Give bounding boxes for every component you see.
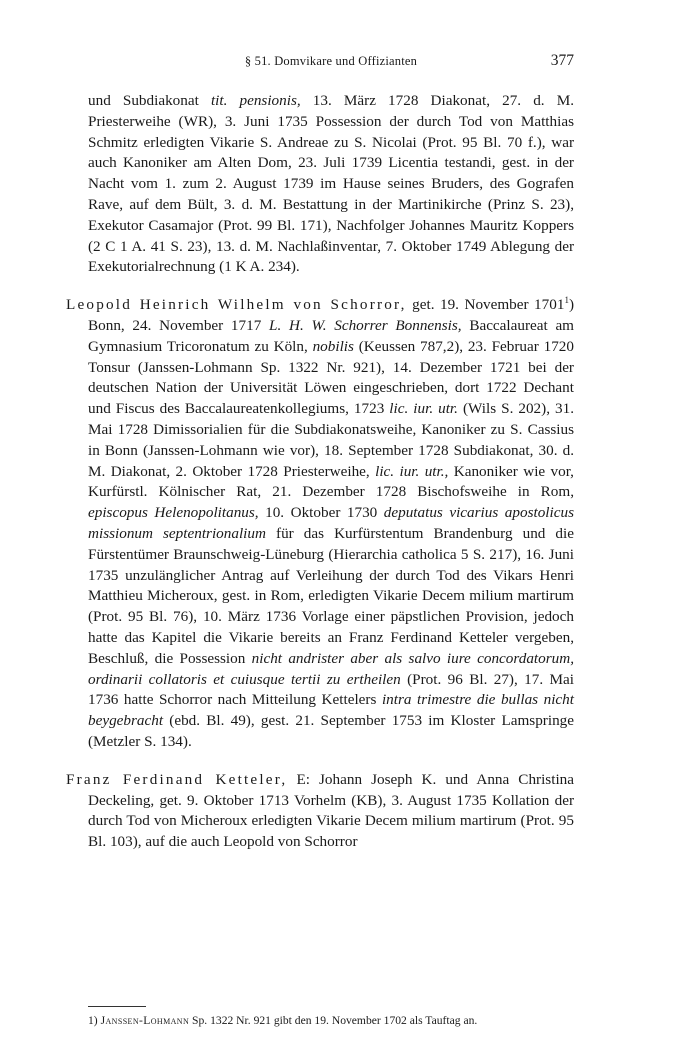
latin-term: episcopus Helenopolitanus, [88,504,259,522]
footnote-marker: 1) [88,1014,98,1027]
quoted-text: intra trimestre die bullas nicht beygebracht [88,691,574,730]
entry-schorror: Leopold Heinrich Wilhelm von Schorror, get. 19. November 1701$^1$) Bonn, 24. November 1717 L. H. W. Schorrer Bonnensis, Baccalaureat am Gymnasium Tricoronatum zu Köln, nobilis (Keussen 787,2), 23. Februar 1720 Tonsur (Janssen-Lohmann Sp. 1322 Nr. 921), 14. Dezember 1721 bei der deutschen Nation der Universität Löwen eingeschrieben, dort 1722 Dechant und Fiscus des Baccalaureatenkollegiums, 1723 lic. iur. utr. (Wils S. 202), 31. Mai 1728 Dimissorialien für die Subdiakonatsweihe, Kanoniker zu S. Cassius in Bonn (Janssen-Lohmann wie vor), 18. September 1728 Subdiakonat, 30. d. M. Diakonat, 2. Oktober 1728 Priesterweihe, lic. iur. utr., Kanoniker wie vor, Kurfürstl. Kölnischer Rat, 21. Dezember 1728 Bischofsweihe in Rom, episcopus Helenopolitanus, 10. Oktober 1730 deputatus vicarius apostolicus missionum septentrionalium für das Kurfürstentum Brandenburg und die Fürstentümer Braunschweig-Lüneburg (Hierarchia catholica 5 S. 217), 16. Juni 1735 unzulänglicher Antrag auf Verleihung der durch Tod des Vikars Henri Matthieu Micheroux, gest. in Rom, erledigten Vikarie Decem milium martirum (Prot. 95 Bl. 76), 10. März 1736 Vorlage einer päpstlichen Provision, jedoch hatte das Kapitel die Vikarie bereits an Franz Ferdinand Ketteler vergeben, Beschluß, die Possession nicht andrister aber als salvo iure concordatorum, ordinarii collatoris et cuiusque tertii zu ertheilen (Prot. 96 Bl. 27), 17. Mai 1736 hatte Schorror nach Mitteilung Kettelers intra trimestre die bullas nicht beygebracht (ebd. Bl. 49), gest. 21. September 1753 im Kloster Lamspringe (Metzler S. 134). [66,295,574,750]
latin-term: nobilis [312,337,354,355]
footnote [88,1013,574,1028]
quoted-text: nicht andrister aber als salvo iure concordatorum, ordinarii collatoris et cuiusque tertii zu ertheilen [88,649,574,688]
footnote-author: Janssen-Lohmann [100,1014,190,1027]
latin-term: lic. iur. utr., [375,462,449,480]
footnote-ref: 1 [564,295,569,306]
entry-name: Franz Ferdinand Ketteler, [66,770,288,788]
footnote-text: Sp. 1322 Nr. 921 gibt den 19. November 1702 als Tauftag an. [189,1014,478,1027]
latin-term: deputatus vicarius apostolicus missionum septentrionalium [88,504,574,542]
latin-term: lic. iur. utr. [389,400,458,418]
page-number: 377 [550,52,574,69]
latin-term: L. H. W. Schorrer Bonnensis, [269,316,462,334]
entry-name: Leopold Heinrich Wilhelm von Schorror, [66,296,407,314]
entry-ketteler: Franz Ferdinand Ketteler, E: Johann Joseph K. und Anna Christina Deckeling, get. 9. Oktober 1713 Vorhelm (KB), 3. August 1735 Kollation der durch Tod von Micheroux erledigten Vikarie Decem milium martirum (Prot. 95 Bl. 103), auf die auch Leopold von Schorror [66,770,574,851]
entry-continuation: und Subdiakonat tit. pensionis, 13. März 1728 Diakonat, 27. d. M. Priesterweihe (WR), 3. Juni 1735 Possession der durch Tod von Matthias Schmitz erledigten Vikarie S. Andreae zu S. Nicolai (Prot. 95 Bl. 70 f.), war auch Kanoniker am Alten Dom, 23. Juli 1739 Licentia testandi, gest. in der Nacht vom 1. zum 2. August 1739 im Hause seines Bruders, des Gografen Rave, auf dem Bült, 3. d. M. Bestattung in der Martinikirche (Prinz S. 23), Exekutor Casamajor (Prot. 99 Bl. 171), Nachfolger Johannes Mauritz Koppers (2 C 1 A. 41 S. 23), 13. d. M. Nachlaßinventar, 7. Oktober 1749 Ablegung der Exekutorialrechnung (1 K A. 234). [88,92,574,276]
footnote-divider [88,1006,146,1007]
main-text [66,91,574,853]
latin-term: tit. pensionis, [210,92,301,109]
running-title: § 51. Domvikare und Offizianten [244,54,418,68]
running-header [88,52,574,74]
